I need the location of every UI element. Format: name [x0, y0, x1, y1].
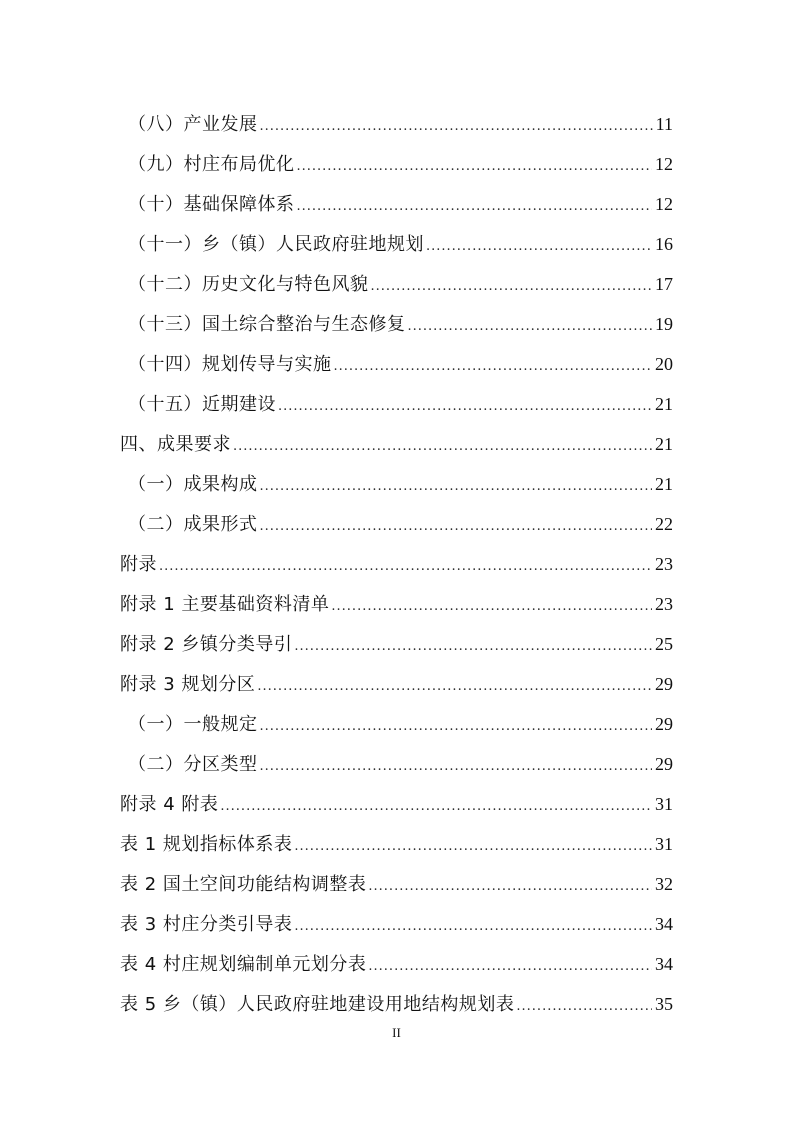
leader-dots: [516, 987, 652, 1027]
toc-entry[interactable]: [120, 704, 673, 744]
leader-dots: [257, 667, 652, 707]
toc-entry[interactable]: [120, 624, 673, 664]
toc-entry-label: 表 2 国土空间功能结构调整表: [120, 874, 367, 895]
leader-dots: [368, 947, 652, 987]
leader-dots: [159, 547, 652, 587]
toc-entry-page: 34: [655, 954, 673, 974]
toc-entry[interactable]: [120, 664, 673, 704]
page-number: II: [392, 1025, 401, 1040]
leader-dots: [297, 187, 653, 227]
toc-entry-page: 29: [655, 674, 673, 694]
toc-entry-label: 附录 2 乡镇分类导引: [120, 634, 293, 655]
toc-entry[interactable]: [120, 584, 673, 624]
leader-dots: [260, 707, 653, 747]
toc-entry-page: 31: [655, 794, 673, 814]
toc-entry-label: 表 1 规划指标体系表: [120, 834, 293, 855]
leader-dots: [294, 627, 652, 667]
toc-entry[interactable]: [120, 304, 673, 344]
toc-entry[interactable]: [120, 984, 673, 1024]
leader-dots: [294, 827, 652, 867]
toc-entry-label: （一）成果构成: [128, 474, 258, 495]
toc-entry-label: 附录 1 主要基础资料清单: [120, 594, 330, 615]
toc-entry-label: （八）产业发展: [128, 114, 258, 135]
toc-entry-label: （九）村庄布局优化: [128, 154, 295, 175]
toc-entry[interactable]: [120, 144, 673, 184]
leader-dots: [260, 107, 653, 147]
leader-dots: [368, 867, 652, 907]
leader-dots: [331, 587, 652, 627]
toc-entry-label: （十一）乡（镇）人民政府驻地规划: [128, 234, 424, 255]
toc-entry[interactable]: [120, 904, 673, 944]
toc-entry-label: 表 3 村庄分类引导表: [120, 914, 293, 935]
toc-entry-label: （十五）近期建设: [128, 394, 276, 415]
toc-entry-label: （十四）规划传导与实施: [128, 354, 332, 375]
leader-dots: [408, 307, 653, 347]
toc-entry[interactable]: [120, 184, 673, 224]
leader-dots: [297, 147, 653, 187]
toc-entry-label: （十三）国土综合整治与生态修复: [128, 314, 406, 335]
toc-entry-page: 12: [655, 154, 673, 174]
toc-entry-page: 17: [655, 274, 673, 294]
toc-entry[interactable]: [120, 504, 673, 544]
leader-dots: [220, 787, 652, 827]
toc-entry-page: 21: [655, 434, 673, 454]
toc-entry[interactable]: [120, 744, 673, 784]
toc-entry-page: 11: [655, 114, 673, 134]
table-of-contents: [120, 104, 673, 1024]
toc-entry-page: 35: [655, 994, 673, 1014]
toc-entry-page: 12: [655, 194, 673, 214]
toc-entry-page: 29: [655, 714, 673, 734]
toc-entry-page: 21: [655, 394, 673, 414]
toc-entry[interactable]: [120, 824, 673, 864]
leader-dots: [233, 427, 652, 467]
toc-entry-page: 20: [655, 354, 673, 374]
toc-entry[interactable]: [120, 784, 673, 824]
leader-dots: [260, 467, 653, 507]
toc-entry[interactable]: [120, 384, 673, 424]
toc-entry-label: 表 5 乡（镇）人民政府驻地建设用地结构规划表: [120, 994, 515, 1015]
leader-dots: [260, 507, 653, 547]
toc-entry-label: 四、成果要求: [120, 434, 231, 455]
leader-dots: [278, 387, 652, 427]
toc-entry[interactable]: [120, 424, 673, 464]
toc-entry-label: （二）成果形式: [128, 514, 258, 535]
toc-entry-page: 23: [655, 594, 673, 614]
toc-entry-label: （十二）历史文化与特色风貌: [128, 274, 369, 295]
leader-dots: [334, 347, 653, 387]
toc-entry-page: 31: [655, 834, 673, 854]
toc-entry-label: （一）一般规定: [128, 714, 258, 735]
leader-dots: [426, 227, 652, 267]
toc-entry-page: 21: [655, 474, 673, 494]
leader-dots: [260, 747, 653, 787]
toc-entry[interactable]: [120, 104, 673, 144]
toc-entry[interactable]: [120, 944, 673, 984]
toc-entry-label: 附录: [120, 554, 157, 575]
toc-entry-label: （十）基础保障体系: [128, 194, 295, 215]
toc-entry-page: 22: [655, 514, 673, 534]
toc-entry-label: 附录 4 附表: [120, 794, 219, 815]
toc-entry-page: 19: [655, 314, 673, 334]
toc-entry-page: 34: [655, 914, 673, 934]
toc-entry[interactable]: [120, 864, 673, 904]
toc-entry[interactable]: [120, 464, 673, 504]
toc-entry[interactable]: [120, 544, 673, 584]
toc-entry[interactable]: [120, 344, 673, 384]
toc-entry[interactable]: [120, 224, 673, 264]
toc-entry-label: （二）分区类型: [128, 754, 258, 775]
leader-dots: [371, 267, 653, 307]
toc-entry[interactable]: [120, 264, 673, 304]
leader-dots: [294, 907, 652, 947]
toc-entry-label: 表 4 村庄规划编制单元划分表: [120, 954, 367, 975]
toc-entry-page: 29: [655, 754, 673, 774]
toc-entry-page: 16: [655, 234, 673, 254]
toc-entry-page: 32: [655, 874, 673, 894]
toc-entry-label: 附录 3 规划分区: [120, 674, 256, 695]
toc-entry-page: 25: [655, 634, 673, 654]
toc-entry-page: 23: [655, 554, 673, 574]
